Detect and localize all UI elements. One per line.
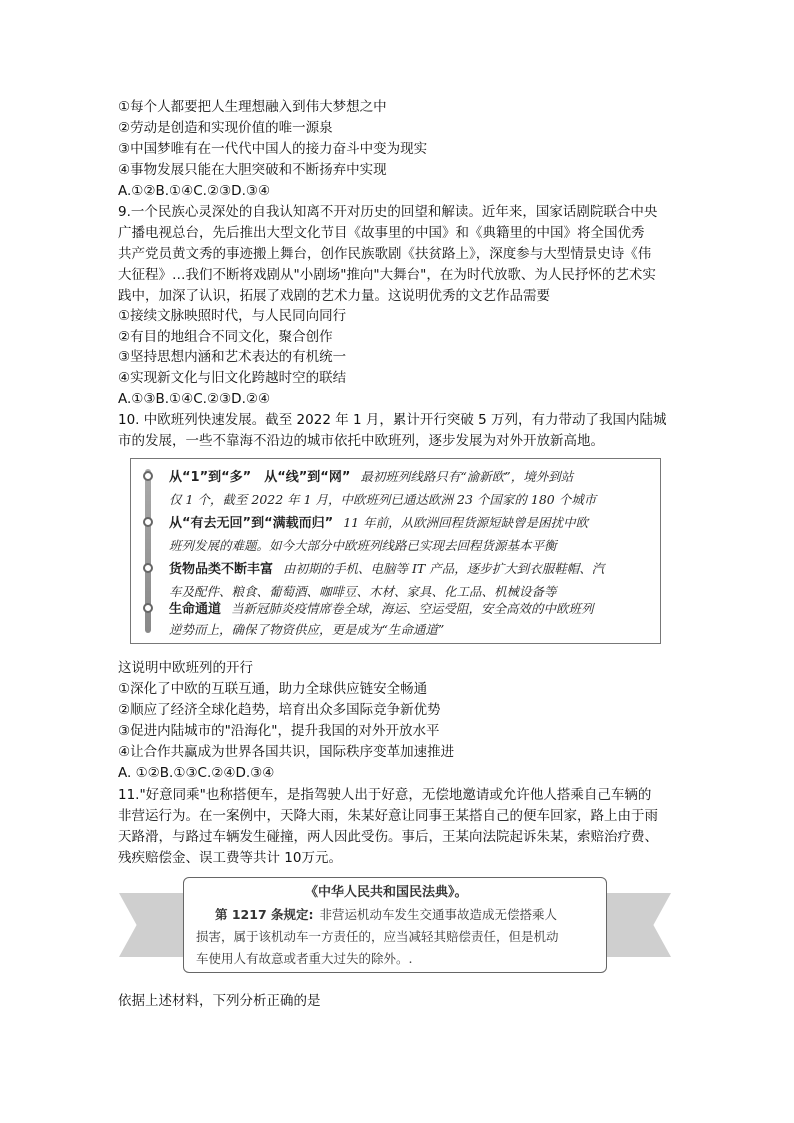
law-title: 《中华人民共和国民法典》。 [305,885,468,900]
q11-stem-line: 残疾赔偿金、误工费等共计 10万元。 [118,850,342,866]
box-item-head: 生命通道 [169,602,222,617]
q8-answers: A.①②B.①④C.②③D.③④ [118,183,271,199]
q9-option-3: ③坚持思想内涵和艺术表达的有机统一 [118,349,347,365]
q10-option-4: ④让合作共赢成为世界各国共识，国际秩序变革加速推进 [118,744,455,760]
q9-stem-line: 共产党员黄文秀的事迹搬上舞台，创作民族歌剧《扶贫路上》，深度参与大型情景史诗《伟 [118,246,652,262]
timeline-dot [143,603,153,613]
box-item-1-cont [169,488,649,511]
q8-option-2: ②劳动是创造和实现价值的唯一源泉 [118,120,333,136]
q10-info-box [130,458,661,644]
box-item-1 [169,465,649,489]
box-item-text: 车及配件、粮食、葡萄酒、咖啡豆、木材、家具、化工品、机械设备等 [169,584,557,599]
timeline-dot [143,563,153,573]
q10-question: 这说明中欧班列的开行 [118,660,253,676]
q8-option-3: ③中国梦唯有在一代代中国人的接力奋斗中变为现实 [118,141,428,157]
box-item-text: 班列发展的难题。如今大部分中欧班列线路已实现去回程货源基本平衡 [169,538,557,553]
q9-option-4: ④实现新文化与旧文化跨越时空的联结 [118,370,347,386]
q8-option-1: ①每个人都要把人生理想融入到伟大梦想之中 [118,99,387,115]
q10-answers: A. ①②B.①③C.②④D.③④ [118,765,275,781]
law-text: 非营运机动车发生交通事故造成无偿搭乘人 [319,907,558,922]
law-article: 第 1217 条规定: [215,907,314,922]
q9-stem-line: 践中，加深了认识，拓展了戏剧的艺术力量。这说明优秀的文艺作品需要 [118,288,550,304]
timeline-dot [143,471,153,481]
box-item-2-cont [169,534,649,557]
box-item-2 [169,511,649,535]
q9-option-2: ②有目的地组合不同文化，聚合创作 [118,329,333,345]
law-line-2: 损害，属于该机动车一方责任的，应当减轻其赔偿责任，但是机动 [196,929,559,944]
box-item-text: 由初期的手机、电脑等 IT 产品，逐步扩大到衣服鞋帽、汽 [283,561,605,576]
q10-option-1: ①深化了中欧的互联互通，助力全球供应链安全畅通 [118,681,428,697]
q10-option-2: ②顺应了经济全球化趋势，培育出众多国际竞争新优势 [118,702,441,718]
box-item-head: 货物品类不断丰富 [169,562,274,577]
q9-stem-line: 9.一个民族心灵深处的自我认知离不开对历史的回望和解读。近年来，国家话剧院联合中央 [118,204,658,220]
q10-option-3: ③促进内陆城市的"沿海化"，提升我国的对外开放水平 [118,723,440,739]
q9-stem-line: 大征程》…我们不断将戏剧从"小剧场"推向"大舞台"，在为时代放歌、为人民抒怀的艺术实 [118,267,656,283]
q8-option-4: ④事物发展只能在大胆突破和不断扬弃中实现 [118,162,387,178]
timeline-dot [143,517,153,527]
q9-answers: A.①③B.①④C.②③D.②④ [118,391,271,407]
q10-stem-line: 市的发展，一些不靠海不沿边的城市依托中欧班列，逐步发展为对外开放新高地。 [118,433,604,449]
box-item-text: 当新冠肺炎疫情席卷全球，海运、空运受阻，安全高效的中欧班列 [231,601,594,616]
q11-stem-line: 11."好意同乘"也称搭便车，是指驾驶人出于好意，无偿地邀请或允许他人搭乘自己车辆的 [118,787,652,803]
q11-stem-line: 非营运行为。在一案例中，天降大雨，朱某好意让同事王某搭自己的便车回家，路上由于雨 [118,808,658,824]
box-item-head: 从“1”到“多” 从“线”到“网” [169,470,351,485]
box-item-text: 最初班列线路只有“渝新欧”，境外到站 [360,469,574,484]
q9-stem-line: 广播电视总台，先后推出大型文化节目《故事里的中国》和《典籍里的中国》将全国优秀 [118,225,645,241]
law-line-1 [215,904,557,926]
box-item-text: 逆势而上，确保了物资供应，更是成为“生命通道” [169,622,445,637]
q11-question: 依据上述材料，下列分析正确的是 [118,993,321,1009]
box-item-text: 11 年前，从欧洲回程货源短缺曾是困扰中欧 [343,515,589,530]
q10-stem-line: 10. 中欧班列快速发展。截至 2022 年 1 月，累计开行突破 5 万列，有力带动了我国内陆城 [118,412,667,428]
law-line-3: 车使用人有故意或者重大过失的除外。. [196,951,413,966]
box-item-4-cont [169,618,649,641]
q11-stem-line: 天路滑，与路过车辆发生碰撞，两人因此受伤。事后，王某向法院起诉朱某，索赔治疗费、 [118,829,658,845]
box-item-3 [169,557,649,581]
box-item-text: 仅 1 个，截至 2022 年 1 月，中欧班列已通达欧洲 23 个国家的 180 个城市 [169,492,597,507]
q9-option-1: ①接续文脉映照时代，与人民同向同行 [118,308,347,324]
box-item-head: 从“有去无回”到“满载而归” [169,516,334,531]
